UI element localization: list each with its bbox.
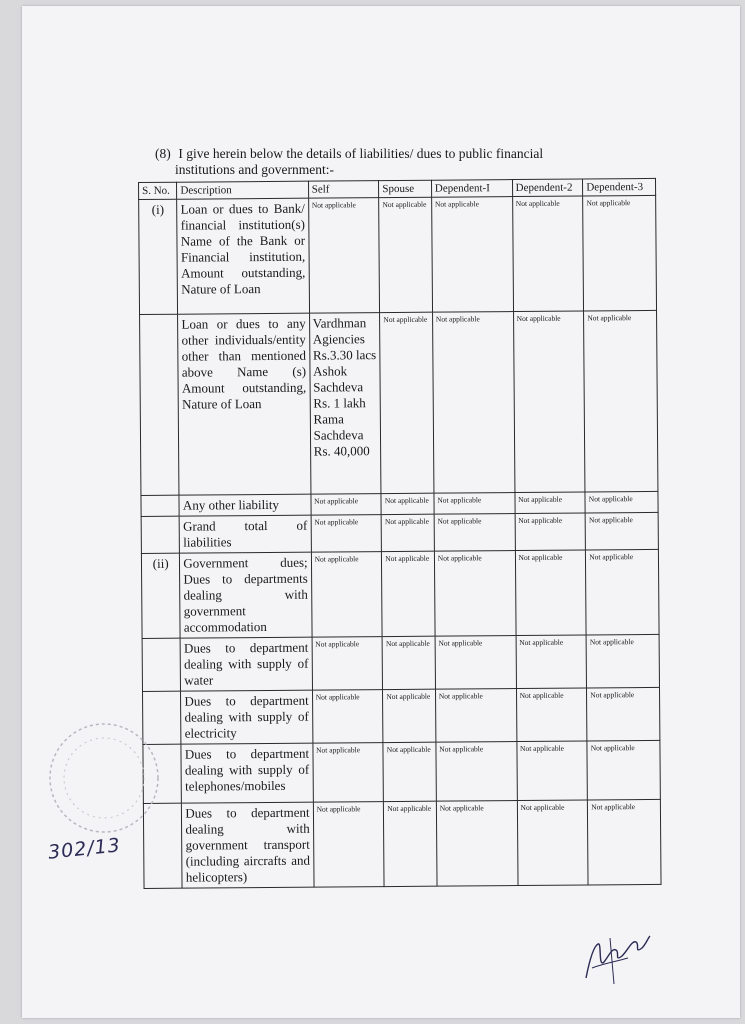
- cell-dependent-3: Not applicable: [587, 687, 660, 741]
- section-number: (8): [155, 146, 171, 161]
- cell-dependent-2: Not applicable: [516, 741, 587, 801]
- header-dependent-3: Dependent-3: [583, 178, 656, 196]
- cell-dependent-3: Not applicable: [583, 195, 657, 311]
- cell-dependent-3: Not applicable: [585, 512, 658, 550]
- cell-spouse: Not applicable: [381, 514, 434, 551]
- liabilities-table: [138, 178, 662, 889]
- cell-dependent-1: Not applicable: [432, 312, 514, 494]
- cell-spouse: Not applicable: [381, 493, 434, 514]
- row-description: Dues to department dealing with supply of telephones/mobiles: [181, 743, 313, 803]
- cell-dependent-2: Not applicable: [512, 196, 584, 312]
- row-description: Grand total of liabilities: [179, 515, 311, 553]
- header-sno: S. No.: [139, 182, 177, 199]
- table-row: [142, 634, 659, 691]
- cell-self: Not applicable: [313, 802, 384, 888]
- table-row: [140, 310, 658, 495]
- header-spouse: Spouse: [379, 180, 432, 197]
- cell-dependent-1: Not applicable: [434, 551, 515, 637]
- section-heading: [155, 146, 615, 178]
- row-sno: (ii): [141, 553, 180, 638]
- cell-dependent-2: Not applicable: [515, 492, 586, 514]
- cell-self: Not applicable: [312, 690, 383, 744]
- cell-self: Not applicable: [313, 743, 384, 803]
- cell-spouse: Not applicable: [382, 636, 435, 689]
- row-sno: [142, 638, 181, 691]
- cell-dependent-3: Not applicable: [584, 310, 658, 492]
- cell-dependent-2: Not applicable: [516, 688, 587, 742]
- cell-dependent-1: Not applicable: [431, 197, 513, 313]
- table-row: [143, 799, 661, 888]
- table-row: [143, 740, 660, 803]
- cell-dependent-2: Not applicable: [515, 513, 586, 551]
- cell-dependent-1: Not applicable: [435, 689, 516, 743]
- cell-self: Not applicable: [311, 515, 382, 553]
- cell-dependent-1: Not applicable: [434, 493, 515, 515]
- cell-self: Not applicable: [312, 637, 383, 691]
- row-description: Loan or dues to Bank/ financial institution(s) Name of the Bank or Financial institution, Amount outstanding, Nature of Loan: [177, 198, 309, 314]
- cell-spouse: Not applicable: [380, 312, 434, 493]
- cell-spouse: Not applicable: [379, 197, 432, 312]
- cell-dependent-2: Not applicable: [516, 635, 587, 689]
- handwritten-note: 302/13: [47, 834, 122, 864]
- cell-self: Not applicable: [311, 552, 382, 638]
- table-row: [143, 687, 660, 744]
- cell-dependent-3: Not applicable: [585, 491, 658, 513]
- header-dependent-1: Dependent-I: [431, 180, 512, 198]
- cell-dependent-1: Not applicable: [436, 801, 517, 887]
- cell-dependent-3: Not applicable: [586, 549, 659, 635]
- table-row: [141, 512, 658, 553]
- row-description: Dues to department dealing with supply of electricity: [181, 690, 313, 744]
- cell-self: Vardhman Agiencies Rs.3.30 lacs Ashok Sachdeva Rs. 1 lakh Rama Sachdeva Rs. 40,000: [309, 313, 381, 495]
- cell-spouse: Not applicable: [383, 742, 436, 801]
- faded-stamp: [44, 718, 164, 838]
- row-description: Dues to department dealing with supply of water: [180, 637, 312, 691]
- cell-self: Not applicable: [308, 198, 380, 314]
- cell-dependent-3: Not applicable: [587, 740, 660, 800]
- cell-dependent-2: Not applicable: [513, 311, 585, 493]
- row-sno: [140, 314, 180, 495]
- header-self: Self: [308, 181, 379, 199]
- cell-dependent-1: Not applicable: [435, 636, 516, 690]
- table-row: [141, 549, 659, 638]
- row-description: Dues to department dealing with government transport (including aircrafts and helicopters): [182, 802, 314, 888]
- table-row: [139, 195, 657, 314]
- cell-dependent-2: Not applicable: [517, 800, 588, 886]
- cell-dependent-1: Not applicable: [434, 514, 515, 552]
- row-sno: (i): [139, 199, 178, 314]
- cell-dependent-3: Not applicable: [588, 799, 661, 885]
- header-description: Description: [177, 181, 308, 199]
- cell-dependent-3: Not applicable: [586, 634, 659, 688]
- cell-dependent-2: Not applicable: [515, 550, 586, 636]
- row-description: Any other liability: [179, 494, 310, 516]
- heading-line-1: I give herein below the details of liabilities/ dues to public financial: [178, 146, 544, 161]
- cell-dependent-1: Not applicable: [436, 742, 517, 802]
- row-sno: [141, 495, 180, 516]
- row-sno: [141, 516, 180, 553]
- handwritten-signature: [580, 918, 652, 988]
- row-description: Government dues; Dues to departments dealing with government accommodation: [180, 552, 312, 638]
- header-dependent-2: Dependent-2: [512, 179, 583, 197]
- cell-self: Not applicable: [311, 494, 382, 516]
- heading-line-2: institutions and government:-: [175, 162, 334, 177]
- cell-spouse: Not applicable: [384, 801, 437, 886]
- row-description: Loan or dues to any other individuals/entity other than mentioned above Name (s) Amount outstanding, Nature of Loan: [178, 313, 311, 495]
- cell-spouse: Not applicable: [382, 551, 435, 636]
- cell-spouse: Not applicable: [383, 689, 436, 742]
